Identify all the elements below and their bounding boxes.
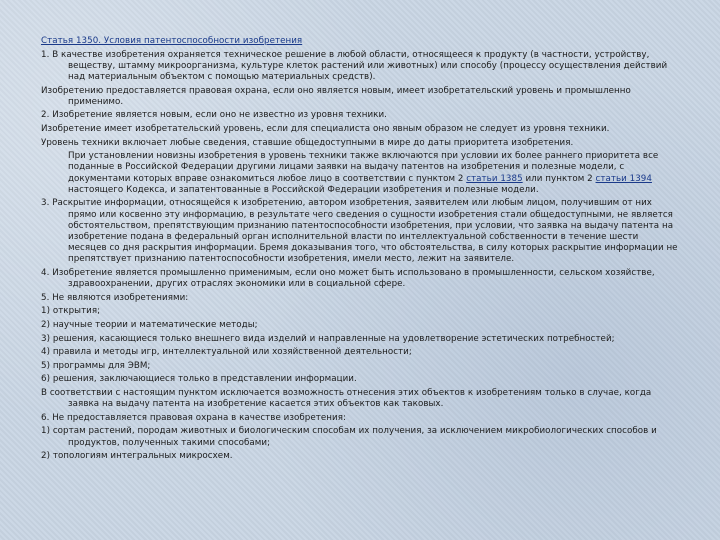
paragraph-1: 1. В качестве изобретения охраняется техническое решение в любой области, относящееся к продукту (в частности, устройству, веществу, штамму микроорганизма, культуре клеток растений или животных) или способу (процессу осуществления действий над материальным объектом с помощью материальных средств). [41, 49, 668, 82]
list-item-2: 2) научные теории и математические методы; [41, 319, 258, 330]
list-item-7: 1) сортам растений, породам животных и биологическим способам их получения, за исключением микробиологических способов и продуктов, полученных такими способами; [41, 426, 657, 448]
article-body [41, 36, 679, 465]
list-item-5: 5) программы для ЭВМ; [41, 360, 151, 371]
paragraph-7: 3. Раскрытие информации, относящейся к изобретению, автором изобретения, заявителем или любым лицом, получившим от них прямо или косвенно эту информацию, в результате чего сведения о сущности изобретения стали общедоступными, не является обстоятельством, препятствующим признанию патентоспособности изобретения, при условии, что заявка на выдачу патента на изобретение подана в федеральный орган исполнительной власти по интеллектуальной собственности в течение шести месяцев со дня раскрытия информации. Бремя доказывания того, что обстоятельства, в силу которых раскрытие информации не препятствует признанию патентоспособности изобретения, имели место, лежит на заявителе. [41, 198, 678, 265]
paragraph-9: 5. Не являются изобретениями: [41, 292, 189, 303]
paragraph-3: 2. Изобретение является новым, если оно не известно из уровня техники. [41, 110, 387, 121]
list-item-8: 2) топологиям интегральных микросхем. [41, 451, 233, 462]
list-item-4: 4) правила и методы игр, интеллектуальной или хозяйственной деятельности; [41, 347, 412, 358]
list-item-1: 1) открытия; [41, 306, 101, 317]
paragraph-2: Изобретению предоставляется правовая охрана, если оно является новым, имеет изобретательский уровень и промышленно применимо. [41, 85, 631, 107]
paragraph-6-text-a: При установлении новизны изобретения в уровень техники также включаются при условии их более раннего приоритета все поданные в Российской Федерации другими лицами заявки на выдачу патентов на изобретения и полезные модели, с документами которых вправе ознакомиться любое лицо в соответствии с пунктом 2 [68, 151, 659, 184]
paragraph-6-text-b: или пунктом 2 [522, 173, 596, 184]
paragraph-6 [41, 151, 679, 196]
paragraph-4: Изобретение имеет изобретательский уровень, если для специалиста оно явным образом не следует из уровня техники. [41, 123, 610, 134]
paragraph-6-text-c: настоящего Кодекса, и запатентованные в Российской Федерации изобретения и полезные модели. [68, 184, 539, 195]
paragraph-8: 4. Изобретение является промышленно применимым, если оно может быть использовано в промышленности, сельском хозяйстве, здравоохранении, других отраслях экономики или в социальной сфере. [41, 267, 655, 290]
link-article-1394[interactable]: статьи 1394 [595, 173, 652, 184]
article-title[interactable]: Статья 1350. Условия патентоспособности изобретения [41, 36, 303, 46]
list-item-3: 3) решения, касающиеся только внешнего вида изделий и направленные на удовлетворение эстетических потребностей; [41, 333, 615, 344]
paragraph-11: 6. Не предоставляется правовая охрана в качестве изобретения: [41, 412, 346, 423]
paragraph-5: Уровень техники включает любые сведения, ставшие общедоступными в мире до даты приоритета изобретения. [41, 137, 574, 148]
link-article-1385[interactable]: статьи 1385 [466, 173, 523, 184]
list-item-6: 6) решения, заключающиеся только в представлении информации. [41, 374, 357, 385]
paragraph-10: В соответствии с настоящим пунктом исключается возможность отнесения этих объектов к изобретениям только в случае, когда заявка на выдачу патента на изобретение касается этих объектов как таковых. [41, 387, 652, 410]
